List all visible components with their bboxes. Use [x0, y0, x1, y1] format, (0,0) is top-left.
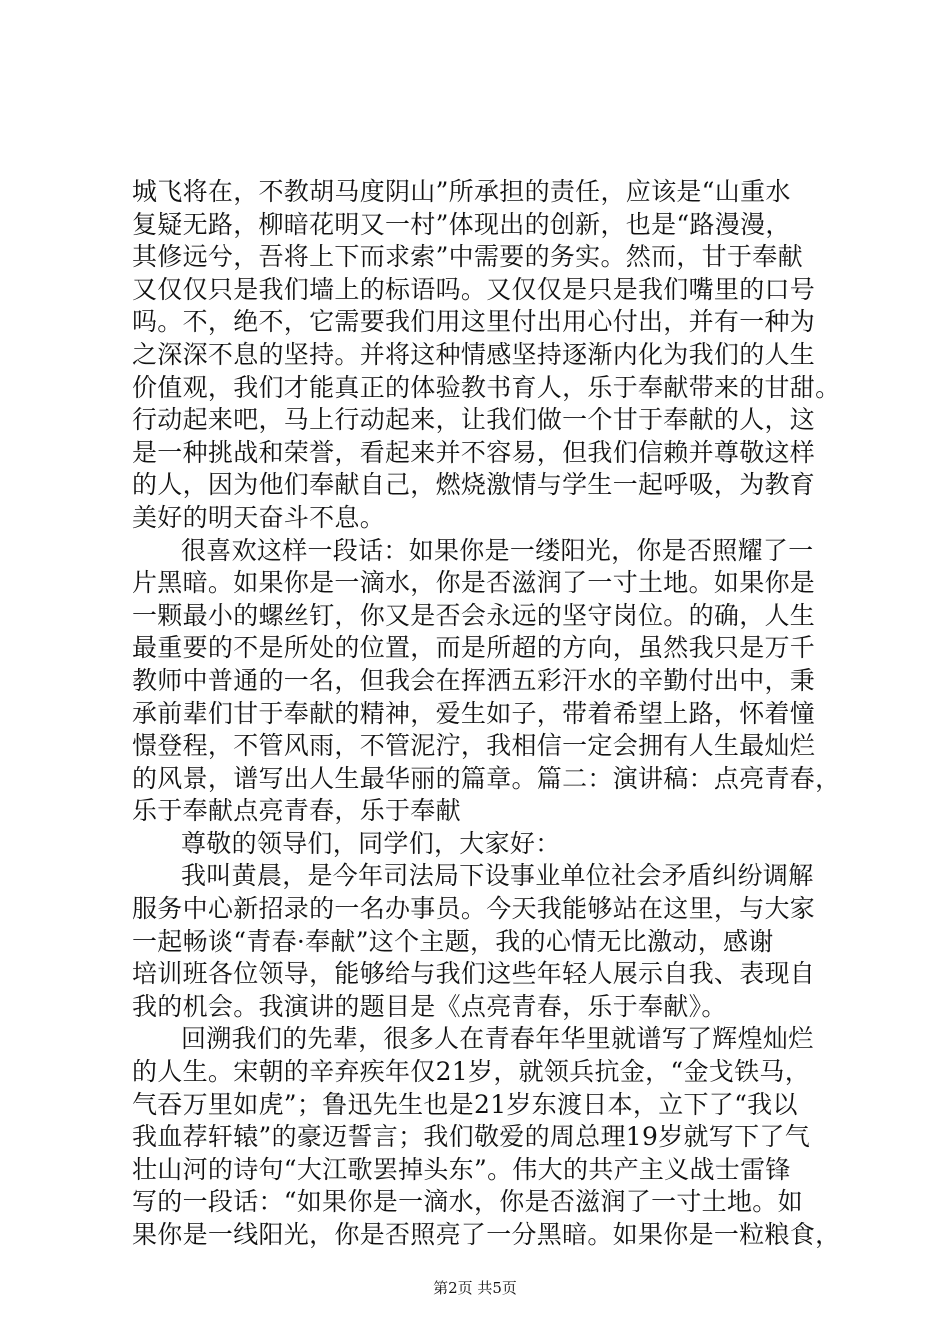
page-number: 第2页 共5页 [433, 1279, 517, 1297]
text-line: 气吞万里如虎”；鲁迅先生也是21岁东渡日本，立下了“我以 [132, 1089, 798, 1119]
text-line: 是一种挑战和荣誉，看起来并不容易，但我们信赖并尊敬这样 [132, 437, 816, 467]
text-line: 最重要的不是所处的位置，而是所超的方向，虽然我只是万千 [132, 633, 816, 663]
text-line: 培训班各位领导，能够给与我们这些年轻人展示自我、表现自 [132, 959, 816, 989]
text-line: 写的一段话：“如果你是一滴水，你是否滋润了一寸土地。如 [132, 1187, 803, 1217]
text-line: 服务中心新招录的一名办事员。今天我能够站在这里，与大家 [132, 894, 816, 924]
paragraph-start-line: 很喜欢这样一段话：如果你是一缕阳光，你是否照耀了一 [181, 535, 814, 565]
text-line: 之深深不息的坚持。并将这种情感坚持逐渐内化为我们的人生 [132, 339, 816, 369]
greeting-line: 尊敬的领导们，同学们，大家好： [181, 828, 561, 858]
text-line: 果你是一线阳光，你是否照亮了一分黑暗。如果你是一粒粮食， [132, 1220, 841, 1249]
text-line: 一起畅谈“青春·奉献”这个主题，我的心情无比激动，感谢 [132, 926, 774, 956]
text-line: 片黑暗。如果你是一滴水，你是否滋润了一寸土地。如果你是 [132, 568, 816, 598]
text-line: 的人，因为他们奉献自己，燃烧激情与学生一起呼吸，为教育 [132, 470, 816, 500]
text-line: 行动起来吧，马上行动起来，让我们做一个甘于奉献的人，这 [132, 405, 816, 435]
text-line: 我的机会。我演讲的题目是《点亮青春，乐于奉献》。 [132, 991, 727, 1021]
text-line: 复疑无路，柳暗花明又一村”体现出的创新，也是“路漫漫， [132, 209, 791, 239]
text-line: 憬登程，不管风雨，不管泥泞，我相信一定会拥有人生最灿烂 [132, 731, 816, 761]
text-line: 城飞将在，不教胡马度阴山”所承担的责任，应该是“山重水 [132, 177, 791, 206]
paragraph-start-line: 回溯我们的先辈，很多人在青春年华里就谱写了辉煌灿烂 [181, 1024, 814, 1054]
text-line: 承前辈们甘于奉献的精神，爱生如子，带着希望上路，怀着憧 [132, 698, 816, 728]
document-body [132, 176, 841, 1252]
paragraph-start-line: 我叫黄晨，是今年司法局下设事业单位社会矛盾纠纷调解 [181, 861, 814, 891]
text-line: 的风景，谱写出人生最华丽的篇章。篇二：演讲稿：点亮青春， [132, 763, 841, 793]
text-line: 其修远兮，吾将上下而求索”中需要的务实。然而，甘于奉献 [132, 242, 803, 272]
text-line: 一颗最小的螺丝钉，你又是否会永远的坚守岗位。的确，人生 [132, 600, 816, 630]
text-line: 吗。不，绝不，它需要我们用这里付出用心付出，并有一种为 [132, 307, 816, 337]
text-line: 教师中普通的一名，但我会在挥洒五彩汗水的辛勤付出中，秉 [132, 665, 816, 695]
text-line: 价值观，我们才能真正的体验教书育人，乐于奉献带来的甘甜。 [132, 372, 841, 402]
text-line: 乐于奉献点亮青春，乐于奉献 [132, 796, 461, 826]
text-line: 又仅仅只是我们墙上的标语吗。又仅仅是只是我们嘴里的口号 [132, 274, 816, 304]
text-line: 我血荐轩辕”的豪迈誓言；我们敬爱的周总理19岁就写下了气 [132, 1122, 810, 1152]
page-footer [0, 1278, 950, 1298]
text-line: 美好的明天奋斗不息。 [132, 502, 386, 532]
text-line: 的人生。宋朝的辛弃疾年仅21岁，就领兵抗金，“金戈铁马， [132, 1057, 810, 1087]
text-line: 壮山河的诗句“大江歌罢掉头东”。伟大的共产主义战士雷锋 [132, 1154, 791, 1184]
